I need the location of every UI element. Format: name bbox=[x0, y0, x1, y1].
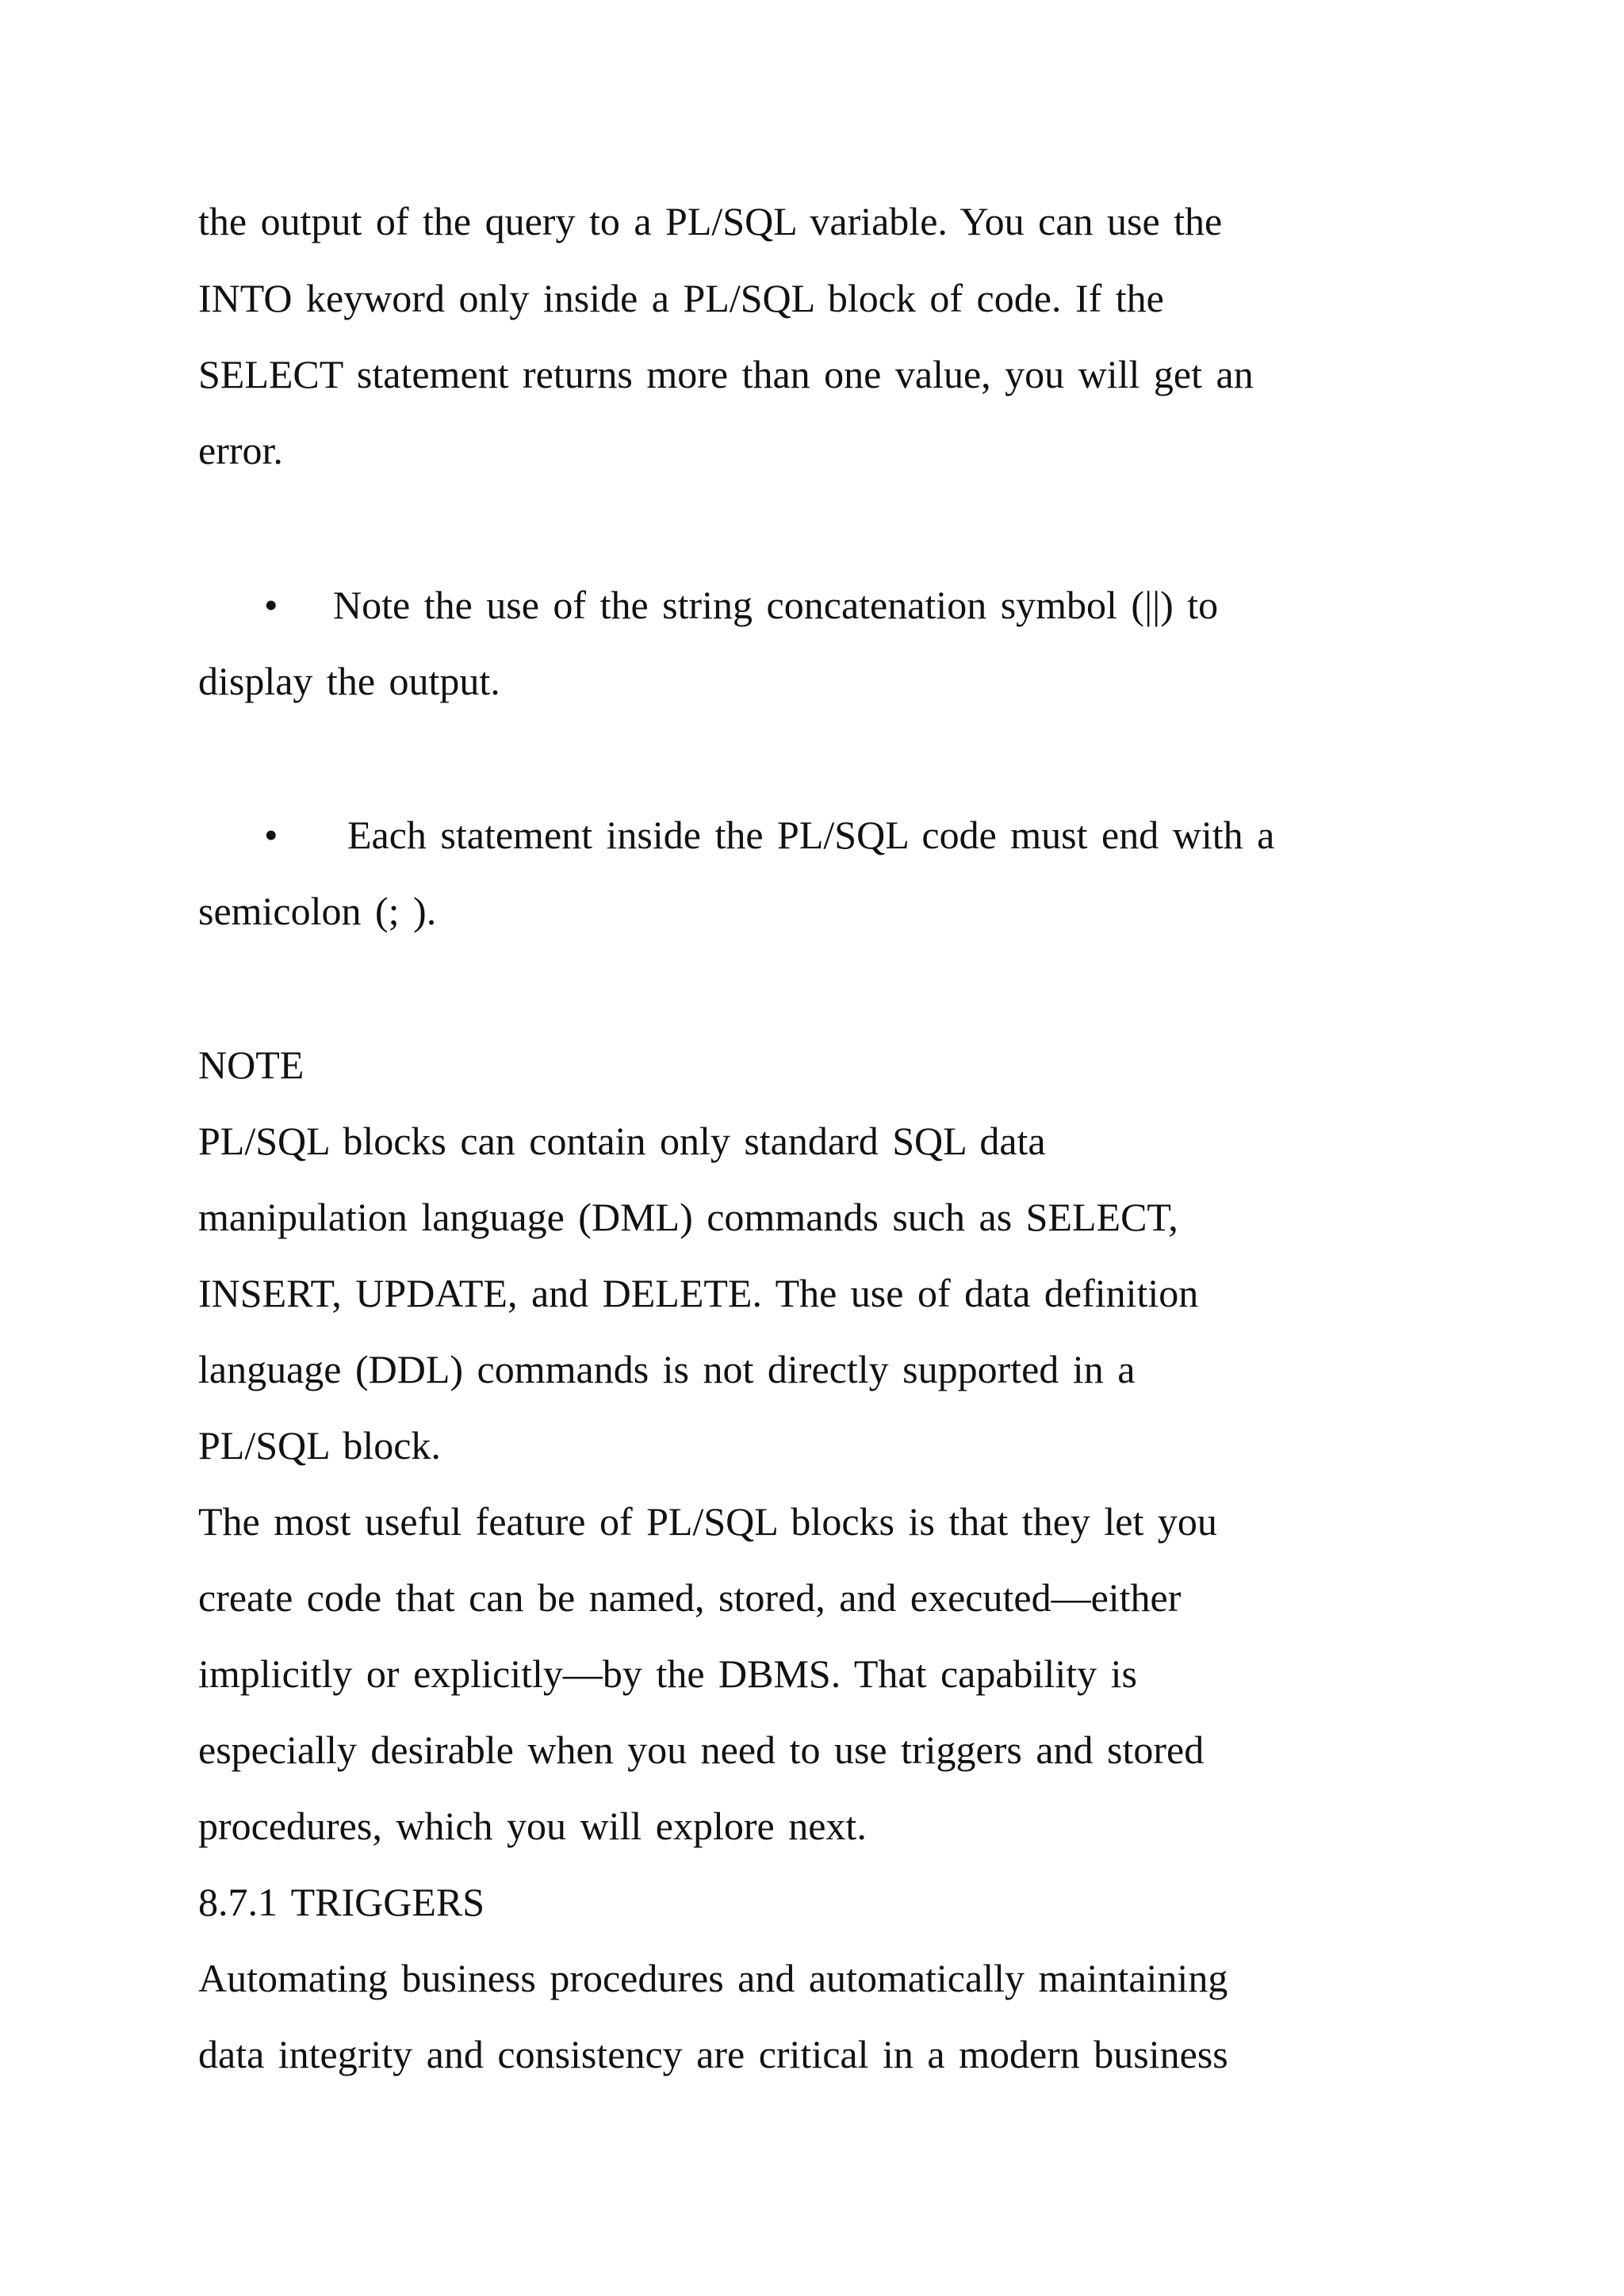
paragraph-2-line-4: especially desirable when you need to use triggers and stored bbox=[198, 1728, 1205, 1772]
section-heading: 8.7.1 TRIGGERS bbox=[198, 1880, 485, 1924]
note-line-1: PL/SQL blocks can contain only standard SQL data bbox=[198, 1119, 1046, 1163]
paragraph-1-line-2: INTO keyword only inside a PL/SQL block of code. If the bbox=[198, 276, 1164, 320]
paragraph-2-line-1: The most useful feature of PL/SQL blocks is that they let you bbox=[198, 1499, 1217, 1544]
paragraph-1-line-4: error. bbox=[198, 428, 283, 473]
note-line-5: PL/SQL block. bbox=[198, 1423, 441, 1468]
paragraph-1-line-3: SELECT statement returns more than one value, you will get an bbox=[198, 352, 1254, 396]
note-heading: NOTE bbox=[198, 1043, 304, 1087]
section-line-2: data integrity and consistency are critical in a modern business bbox=[198, 2032, 1228, 2076]
note-line-2: manipulation language (DML) commands such as SELECT, bbox=[198, 1195, 1178, 1239]
bullet-1-symbol: • bbox=[264, 583, 278, 627]
note-line-4: language (DDL) commands is not directly supported in a bbox=[198, 1347, 1136, 1391]
paragraph-2-line-5: procedures, which you will explore next. bbox=[198, 1804, 867, 1848]
bullet-2-symbol: • bbox=[264, 813, 278, 857]
paragraph-1-line-1: the output of the query to a PL/SQL variable. You can use the bbox=[198, 199, 1223, 243]
note-line-3: INSERT, UPDATE, and DELETE. The use of data definition bbox=[198, 1271, 1199, 1315]
bullet-2-line-1: Each statement inside the PL/SQL code must end with a bbox=[347, 813, 1275, 857]
bullet-1-line-1: Note the use of the string concatenation symbol (||) to bbox=[333, 583, 1219, 627]
bullet-2-line-2: semicolon (; ). bbox=[198, 889, 437, 933]
paragraph-2-line-3: implicitly or explicitly—by the DBMS. That capability is bbox=[198, 1651, 1137, 1696]
paragraph-2-line-2: create code that can be named, stored, and executed—either bbox=[198, 1575, 1182, 1620]
section-line-1: Automating business procedures and automatically maintaining bbox=[198, 1956, 1228, 2000]
bullet-1-line-2: display the output. bbox=[198, 659, 500, 703]
